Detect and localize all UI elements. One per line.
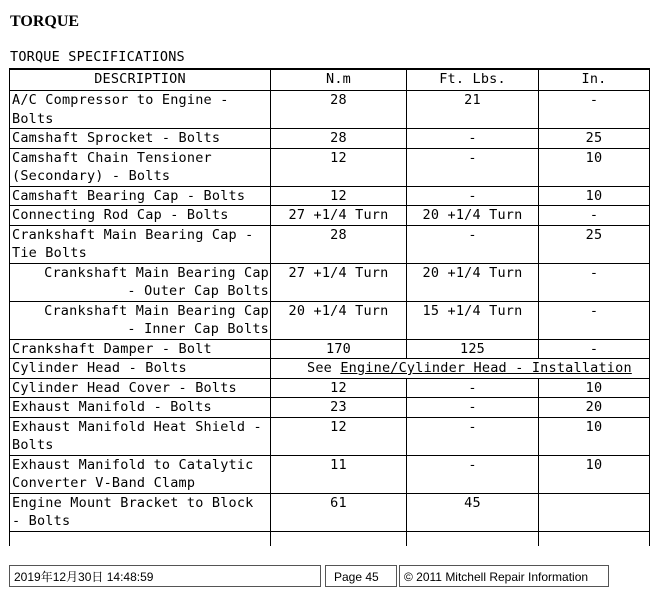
empty-cell: [407, 531, 539, 546]
empty-cell: [271, 531, 407, 546]
value-nm: 20 +1/4 Turn: [271, 301, 407, 339]
header-nm: N.m: [271, 69, 407, 91]
value-nm: 170: [271, 339, 407, 359]
value-in-lbs: -: [539, 339, 650, 359]
row-description: A/C Compressor to Engine - Bolts: [10, 91, 271, 129]
row-description: [10, 263, 271, 301]
table-row: [10, 417, 650, 455]
row-description-text: Crankshaft Main Bearing Cap - Inner Cap Bolts: [44, 302, 269, 337]
table-row: [10, 186, 650, 206]
value-ft-lbs: 15 +1/4 Turn: [407, 301, 539, 339]
value-nm: 28: [271, 225, 407, 263]
table-row-empty: [10, 531, 650, 546]
value-nm: 12: [271, 148, 407, 186]
table-row: [10, 339, 650, 359]
page-heading: TORQUE: [10, 13, 80, 30]
row-description: Connecting Rod Cap - Bolts: [10, 206, 271, 226]
value-nm: 28: [271, 91, 407, 129]
row-description: Engine Mount Bracket to Block - Bolts: [10, 493, 271, 531]
value-in-lbs: 10: [539, 148, 650, 186]
row-description: Camshaft Bearing Cap - Bolts: [10, 186, 271, 206]
value-in-lbs: 25: [539, 129, 650, 149]
table-row: [10, 91, 650, 129]
value-ft-lbs: -: [407, 378, 539, 398]
header-ft-lbs: Ft. Lbs.: [407, 69, 539, 91]
row-description: Cylinder Head Cover - Bolts: [10, 378, 271, 398]
value-ft-lbs: -: [407, 186, 539, 206]
value-in-lbs: -: [539, 301, 650, 339]
value-in-lbs: -: [539, 263, 650, 301]
table-body: [10, 91, 650, 546]
value-nm: 12: [271, 417, 407, 455]
footer-page-number: Page 45: [325, 565, 397, 587]
table-header-row: [10, 69, 650, 91]
value-ft-lbs: -: [407, 398, 539, 418]
header-in-lbs: In.: [539, 69, 650, 91]
value-ft-lbs: -: [407, 417, 539, 455]
value-ft-lbs: -: [407, 455, 539, 493]
header-description: DESCRIPTION: [10, 69, 271, 91]
torque-specifications-table: [9, 68, 650, 546]
value-nm: 23: [271, 398, 407, 418]
table-row: [10, 148, 650, 186]
value-ft-lbs: 125: [407, 339, 539, 359]
value-nm: 12: [271, 378, 407, 398]
see-prefix: See: [307, 360, 341, 376]
section-title: TORQUE SPECIFICATIONS: [10, 49, 185, 65]
footer-datetime: 2019年12月30日 14:48:59: [9, 565, 321, 587]
row-description: Exhaust Manifold to Catalytic Converter V-Band Clamp: [10, 455, 271, 493]
table-row: [10, 359, 650, 379]
value-ft-lbs: 21: [407, 91, 539, 129]
page-footer: [9, 565, 603, 589]
value-ft-lbs: -: [407, 225, 539, 263]
value-in-lbs: 10: [539, 417, 650, 455]
value-in-lbs: -: [539, 91, 650, 129]
value-nm: 11: [271, 455, 407, 493]
table-row: [10, 378, 650, 398]
cylinder-head-installation-link[interactable]: Engine/Cylinder Head - Installation: [340, 360, 632, 376]
see-reference-cell: [271, 359, 650, 379]
torque-table-container: [9, 68, 632, 554]
row-description: [10, 301, 271, 339]
row-description: Camshaft Sprocket - Bolts: [10, 129, 271, 149]
value-ft-lbs: 45: [407, 493, 539, 531]
value-nm: 12: [271, 186, 407, 206]
row-description: Crankshaft Main Bearing Cap - Tie Bolts: [10, 225, 271, 263]
row-description: Exhaust Manifold Heat Shield - Bolts: [10, 417, 271, 455]
table-row: [10, 129, 650, 149]
value-in-lbs: 10: [539, 455, 650, 493]
value-in-lbs: 20: [539, 398, 650, 418]
value-in-lbs: 10: [539, 378, 650, 398]
row-description: Crankshaft Damper - Bolt: [10, 339, 271, 359]
value-nm: 27 +1/4 Turn: [271, 263, 407, 301]
empty-cell: [539, 531, 650, 546]
table-row: [10, 225, 650, 263]
value-in-lbs: 10: [539, 186, 650, 206]
value-nm: 27 +1/4 Turn: [271, 206, 407, 226]
row-description: Camshaft Chain Tensioner (Secondary) - Bolts: [10, 148, 271, 186]
value-ft-lbs: 20 +1/4 Turn: [407, 263, 539, 301]
row-description: Cylinder Head - Bolts: [10, 359, 271, 379]
table-row: [10, 206, 650, 226]
row-description: Exhaust Manifold - Bolts: [10, 398, 271, 418]
table-row: [10, 301, 650, 339]
value-nm: 61: [271, 493, 407, 531]
table-row: [10, 263, 650, 301]
table-row: [10, 493, 650, 531]
value-in-lbs: [539, 493, 650, 531]
value-nm: 28: [271, 129, 407, 149]
empty-cell: [10, 531, 271, 546]
footer-copyright: © 2011 Mitchell Repair Information: [399, 565, 609, 587]
value-ft-lbs: -: [407, 129, 539, 149]
table-row: [10, 455, 650, 493]
value-in-lbs: -: [539, 206, 650, 226]
row-description-text: Crankshaft Main Bearing Cap - Outer Cap Bolts: [44, 264, 269, 299]
value-ft-lbs: -: [407, 148, 539, 186]
value-ft-lbs: 20 +1/4 Turn: [407, 206, 539, 226]
value-in-lbs: 25: [539, 225, 650, 263]
table-row: [10, 398, 650, 418]
